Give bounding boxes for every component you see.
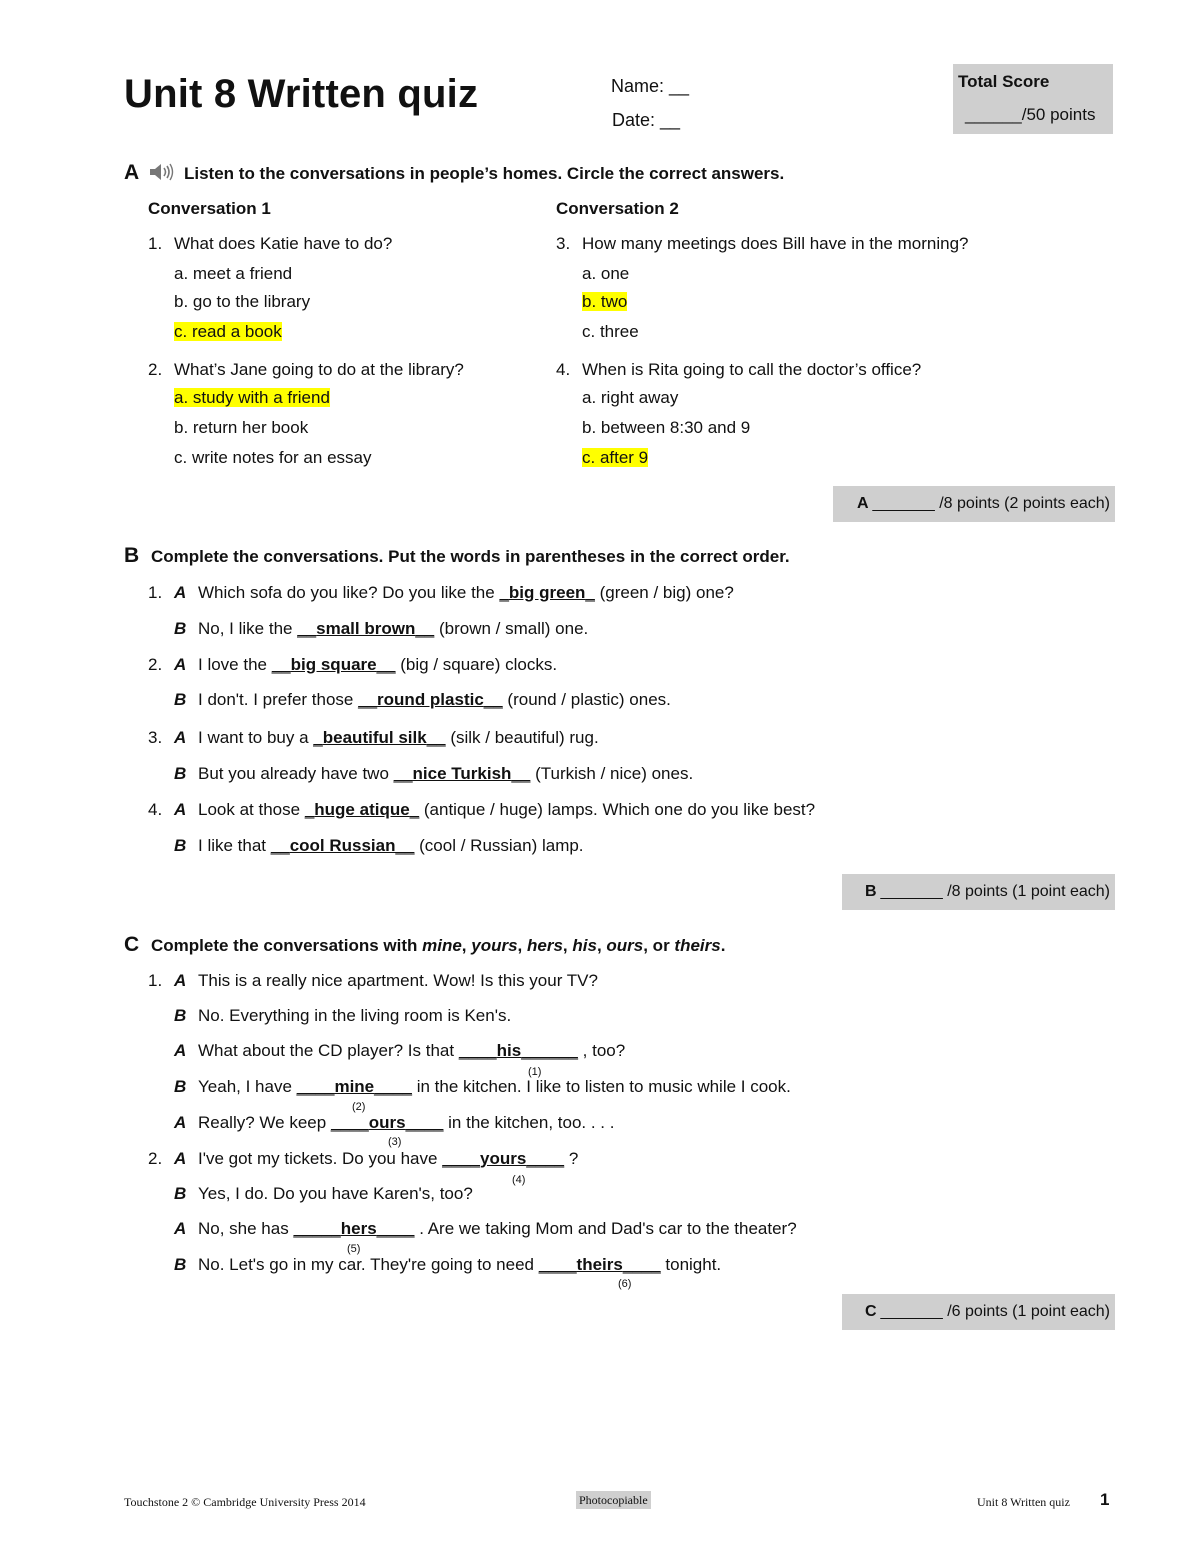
item-number: 2. [148,655,163,674]
blank: __ [393,764,413,783]
section-b-points-box [842,874,1115,910]
q4-option-a: a. right away [582,388,679,407]
line-text: . Are we taking Mom and Dad's car to the theater? [414,1219,797,1238]
answer: cool Russian [289,836,396,855]
line-text: Yes, I do. Do you have Karen's, too? [198,1184,473,1203]
word-option: theirs [674,936,721,955]
speaker-a: A [174,1113,187,1132]
question-text: How many meetings does Bill have in the morning? [582,234,969,253]
line-text: No. Let's go in my car. They're going to need [198,1255,539,1274]
blank: ____ [376,1219,415,1238]
blank: ____ [538,1255,577,1274]
blank: ____ [526,1149,565,1168]
line-text: I don't. I prefer those [198,690,359,709]
section-a-instruction: Listen to the conversations in people’s homes. Circle the correct answers. [184,164,785,183]
c-line-2 [174,1006,511,1026]
points-letter: B [864,883,877,900]
line-text: (big / square) clocks. [395,655,558,674]
question-1 [148,234,392,254]
separator: , [596,936,607,955]
blank: _____ [293,1219,341,1238]
blank: __ [271,655,291,674]
question-number: 1. [148,234,163,253]
question-2 [148,360,464,380]
blank-number-3: (3) [388,1136,402,1148]
blank: ______ [521,1041,578,1060]
answer: big green [508,583,586,602]
b-line-4 [174,690,671,710]
speaker-a: A [174,1149,187,1168]
c-line-8 [174,1219,797,1239]
separator: . [720,936,726,955]
speaker-a: A [174,1041,187,1060]
page-title: Unit 8 Written quiz [124,72,479,116]
answer: his [496,1041,522,1060]
photocopiable-badge: Photocopiable [576,1491,651,1509]
speaker-a: A [174,971,187,990]
speaker-b: B [174,1184,187,1203]
line-text: I love the [198,655,272,674]
b-line-8 [174,836,584,856]
speaker-b: B [174,1006,187,1025]
speaker-a: A [174,728,187,747]
speaker-b: B [174,619,187,638]
line-text: (Turkish / nice) ones. [530,764,694,783]
blank: __ [395,836,415,855]
line-text: Yeah, I have [198,1077,297,1096]
line-text: No, she has [198,1219,294,1238]
b-line-5 [148,728,599,748]
q1-option-b: b. go to the library [174,292,311,311]
item-number: 4. [148,800,163,819]
separator: , [461,936,472,955]
speaker-a: A [174,800,187,819]
blank: ____ [458,1041,497,1060]
blank: __ [270,836,290,855]
footer-unit-title: Unit 8 Written quiz [977,1495,1070,1509]
speaker-b: B [174,836,187,855]
section-c-instruction [151,936,725,956]
c-line-6 [148,1149,578,1169]
conversation-1-title: Conversation 1 [148,199,271,218]
line-text: , too? [577,1041,626,1060]
answer: ours [368,1113,406,1132]
speaker-a: A [174,655,187,674]
speaker-b: B [174,690,187,709]
conversation-2-title: Conversation 2 [556,199,679,218]
word-option: mine [422,936,462,955]
c-line-9 [174,1255,721,1275]
answer: round plastic [377,690,484,709]
blank: __ [426,728,446,747]
speaker-b: B [174,1077,187,1096]
line-text: But you already have two [198,764,394,783]
points-text: _______ /6 points (1 point each) [880,1303,1110,1320]
q2-option-c: c. write notes for an essay [174,448,372,467]
c-line-3 [174,1041,625,1061]
blank: __ [415,619,435,638]
item-number: 1. [148,583,163,602]
blank: _ [313,728,323,747]
separator: , [562,936,573,955]
c-line-1 [148,971,598,991]
answer: theirs [576,1255,623,1274]
separator: , or [643,936,675,955]
q2-option-a-selected: a. study with a friend [174,388,330,407]
question-number: 3. [556,234,571,253]
b-line-1 [148,583,734,603]
c-line-5 [174,1113,614,1133]
word-option: ours [606,936,644,955]
blank: __ [511,764,531,783]
blank: ____ [296,1077,335,1096]
date-field-label: Date: __ [612,110,681,130]
total-score-label: Total Score [958,72,1050,91]
q4-option-c-selected: c. after 9 [582,448,649,467]
blank: __ [483,690,503,709]
line-text: (round / plastic) ones. [502,690,671,709]
section-b-letter: B [124,544,140,567]
line-text: Which sofa do you like? Do you like the [198,583,500,602]
blank: ____ [405,1113,444,1132]
question-text: What does Katie have to do? [174,234,393,253]
line-text: I like that [198,836,271,855]
line-text: (green / big) one? [594,583,734,602]
q3-option-a: a. one [582,264,630,283]
question-text: When is Rita going to call the doctor’s office? [582,360,922,379]
c-line-4 [174,1077,791,1097]
speaker-b: B [174,1255,187,1274]
speaker-icon [148,162,174,182]
blank: _ [409,800,420,819]
line-text: in the kitchen. I like to listen to music while I cook. [411,1077,791,1096]
section-c-letter: C [124,933,140,956]
total-score-points: ______/50 points [965,105,1096,124]
points-letter: C [864,1303,877,1320]
blank-number-1: (1) [528,1066,542,1078]
page-number: 1 [1100,1490,1110,1509]
line-text: (silk / beautiful) rug. [445,728,599,747]
line-text: (cool / Russian) lamp. [414,836,584,855]
line-text: tonight. [660,1255,722,1274]
blank: ____ [374,1077,412,1096]
b-line-2 [174,619,588,639]
section-b-instruction: Complete the conversations. Put the words in parentheses in the correct order. [151,547,790,566]
name-field-label: Name: __ [611,76,690,96]
answer: nice Turkish [412,764,512,783]
points-letter: A [856,495,869,512]
section-a-letter: A [124,161,140,184]
line-text: (antique / huge) lamps. Which one do you like best? [419,800,816,819]
blank: __ [376,655,396,674]
blank: _ [499,583,509,602]
section-c-points-box [842,1294,1115,1330]
q1-option-a: a. meet a friend [174,264,293,283]
line-text: Really? We keep [198,1113,331,1132]
item-number: 1. [148,971,163,990]
total-score-box [953,64,1113,134]
answer: yours [480,1149,527,1168]
b-line-6 [174,764,693,784]
blank-number-2: (2) [352,1101,366,1113]
q4-option-b: b. between 8:30 and 9 [582,418,751,437]
answer: beautiful silk [322,728,427,747]
question-4 [556,360,921,380]
b-line-7 [148,800,815,820]
line-text: I want to buy a [198,728,314,747]
answer: small brown [316,619,416,638]
question-number: 2. [148,360,163,379]
blank: __ [297,619,317,638]
question-number: 4. [556,360,571,379]
item-number: 3. [148,728,163,747]
answer: hers [340,1219,377,1238]
blank: _ [304,800,315,819]
word-option: yours [471,936,518,955]
line-text: Look at those [198,800,305,819]
line-text: I've got my tickets. Do you have [198,1149,443,1168]
answer: huge atique [314,800,410,819]
blank: __ [358,690,378,709]
answer: mine [334,1077,375,1096]
line-text: No, I like the [198,619,298,638]
points-text: _______ /8 points (2 points each) [872,495,1110,512]
line-text: No. Everything in the living room is Ken's. [198,1006,512,1025]
q1-option-c-selected: c. read a book [174,322,282,341]
speaker-a: A [174,1219,187,1238]
line-text: This is a really nice apartment. Wow! Is this your TV? [198,971,598,990]
section-a-points-box [833,486,1115,522]
c-line-7 [174,1184,473,1204]
word-option: hers [527,936,563,955]
question-text: What’s Jane going to do at the library? [174,360,464,379]
word-option: his [572,936,597,955]
line-text: (brown / small) one. [434,619,589,638]
line-text: What about the CD player? Is that [198,1041,459,1060]
blank-number-6: (6) [618,1278,632,1290]
instruction-text: Complete the conversations with [151,936,423,955]
line-text: in the kitchen, too. . . . [443,1113,615,1132]
q3-option-c: c. three [582,322,639,341]
answer: big square [290,655,377,674]
blank: ____ [442,1149,481,1168]
points-text: _______ /8 points (1 point each) [880,883,1110,900]
q2-option-b: b. return her book [174,418,309,437]
q3-option-b-selected: b. two [582,292,628,311]
speaker-a: A [174,583,187,602]
line-text: ? [564,1149,579,1168]
blank-number-4: (4) [512,1174,526,1186]
b-line-3 [148,655,557,675]
blank: _ [585,583,595,602]
question-3 [556,234,968,254]
speaker-b: B [174,764,187,783]
footer-copyright: Touchstone 2 © Cambridge University Press 2014 [124,1495,366,1509]
blank: ____ [330,1113,369,1132]
blank-number-5: (5) [347,1243,361,1255]
item-number: 2. [148,1149,163,1168]
separator: , [517,936,527,955]
blank: ____ [622,1255,661,1274]
